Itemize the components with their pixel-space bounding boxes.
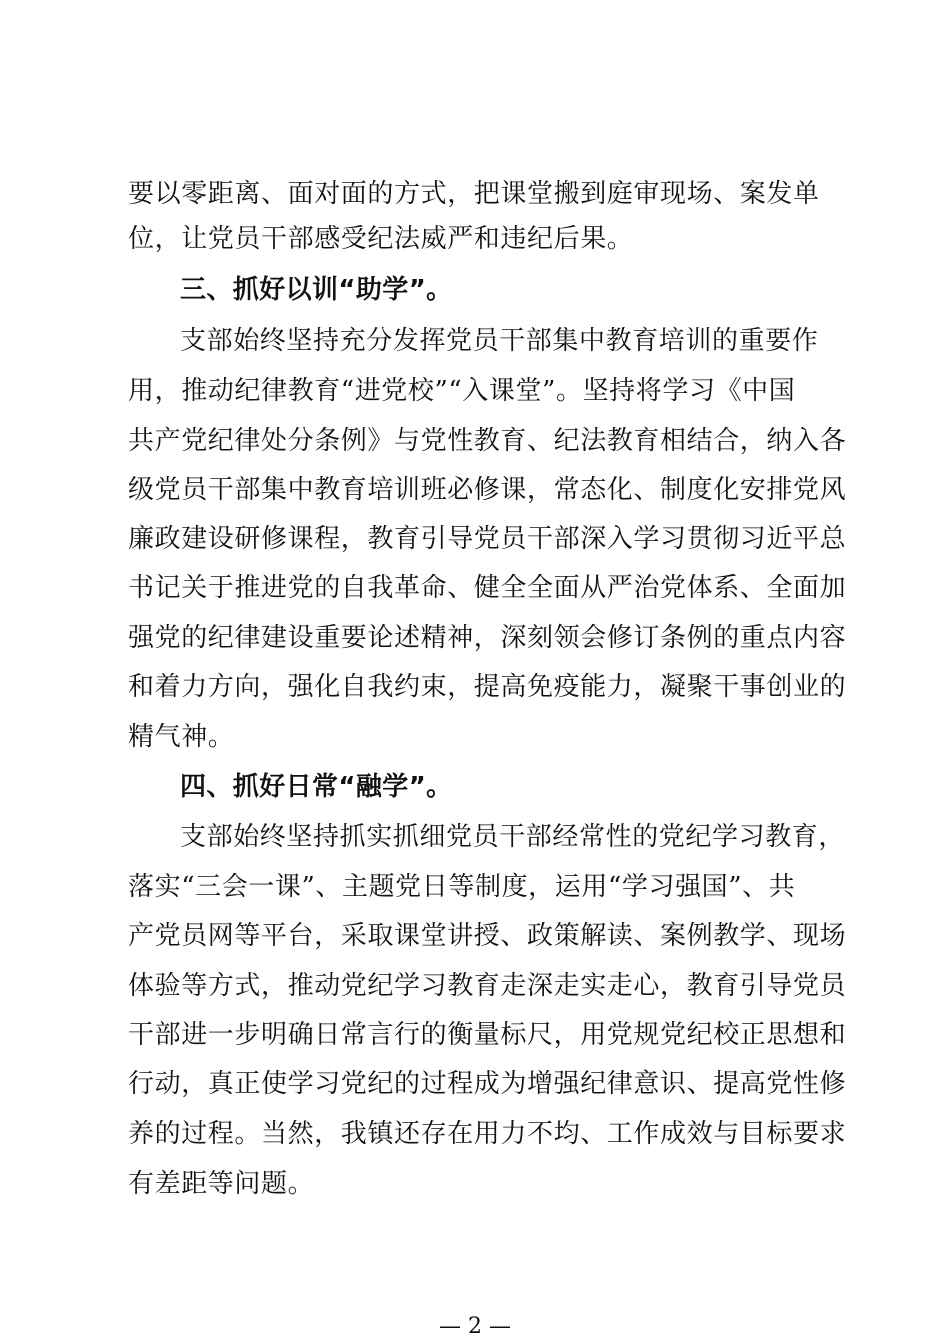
text-line: 干部进一步明确日常言行的衡量标尺，用党规党纪校正思想和 [128,1020,847,1050]
text-line: 要以零距离、面对面的方式，把课堂搬到庭审现场、案发单 [128,179,820,209]
text-line: 养的过程。当然，我镇还存在用力不均、工作成效与目标要求 [128,1119,847,1149]
text-line: 落实“三会一课”、主题党日等制度，运用“学习强国”、共 [128,872,796,902]
text-line: 体验等方式，推动党纪学习教育走深走实走心，教育引导党员 [128,971,847,1001]
text-line: 产党员网等平台，采取课堂讲授、政策解读、案例教学、现场 [128,921,847,951]
section-heading-3: 三、抓好以训“助学”。 [180,275,453,305]
text-line: 书记关于推进党的自我革命、健全全面从严治党体系、全面加 [128,573,847,603]
text-line: 共产党纪律处分条例》与党性教育、纪法教育相结合，纳入各 [128,426,847,456]
text-line: 精气神。 [128,722,235,752]
text-line: 行动，真正使学习党纪的过程成为增强纪律意识、提高党性修 [128,1069,847,1099]
section-heading-4: 四、抓好日常“融学”。 [180,772,453,802]
text-line: 支部始终坚持抓实抓细党员干部经常性的党纪学习教育， [180,822,846,852]
text-line: 位，让党员干部感受纪法威严和违纪后果。 [128,224,634,254]
text-line: 强党的纪律建设重要论述精神，深刻领会修订条例的重点内容 [128,623,847,653]
text-line: 有差距等问题。 [128,1169,315,1199]
page-number: — 2 — [439,1314,511,1339]
text-line: 级党员干部集中教育培训班必修课，常态化、制度化安排党风 [128,475,847,505]
text-line: 用，推动纪律教育“进党校”“入课堂”。坚持将学习《中国 [128,376,796,406]
text-line: 支部始终坚持充分发挥党员干部集中教育培训的重要作 [180,326,819,356]
text-line: 和着力方向，强化自我约束，提高免疫能力，凝聚干事创业的 [128,672,847,702]
text-line: 廉政建设研修课程，教育引导党员干部深入学习贯彻习近平总 [128,524,847,554]
